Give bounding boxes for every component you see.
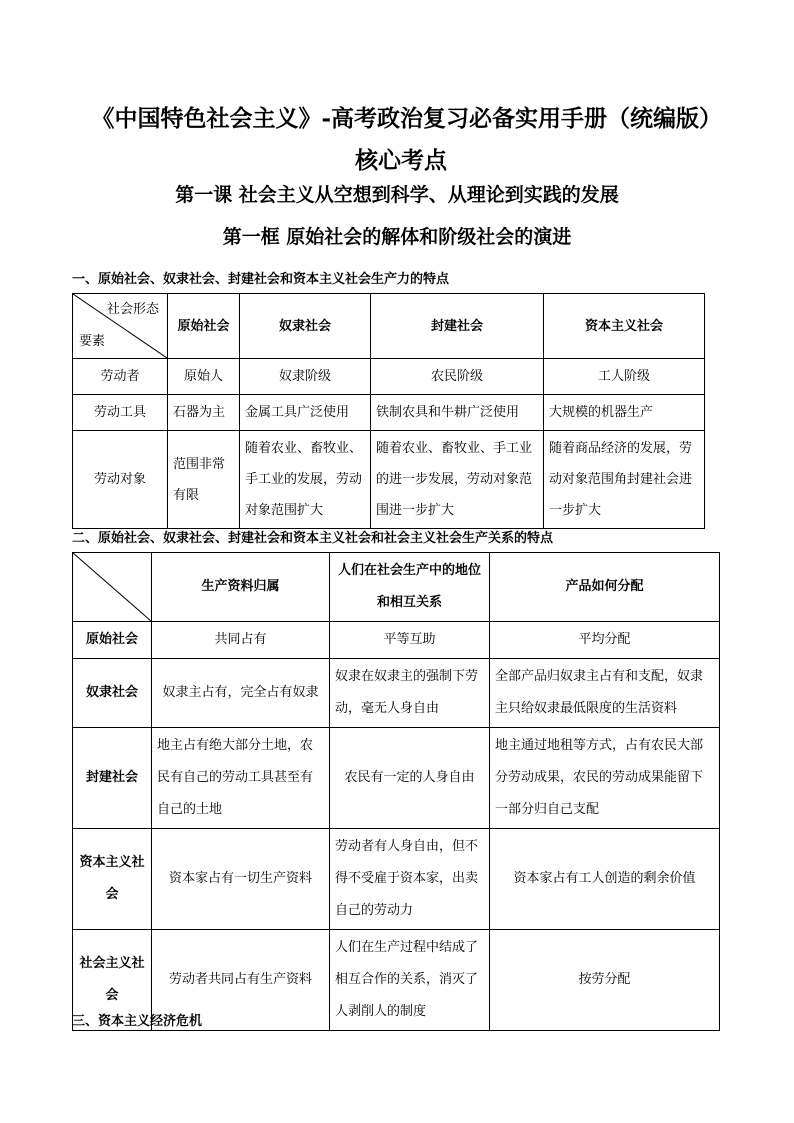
table-header-row (73, 294, 705, 359)
table-cell: 奴隶阶级 (240, 359, 371, 395)
row-label: 资本主义社会 (73, 829, 152, 930)
table-cell: 石器为主 (168, 395, 240, 431)
row-label: 封建社会 (73, 728, 152, 829)
column-header: 资本主义社会 (544, 294, 705, 359)
column-header: 生产资料归属 (152, 553, 330, 622)
table-row (73, 622, 720, 659)
table-cell: 资本家占有工人创造的剩余价值 (490, 829, 720, 930)
table-row (73, 728, 720, 829)
row-label: 社会主义社会 (73, 930, 152, 1031)
column-header: 原始社会 (168, 294, 240, 359)
table-cell: 铁制农具和牛耕广泛使用 (371, 395, 544, 431)
section2-heading: 二、原始社会、奴隶社会、封建社会和资本主义社会和社会主义社会生产关系的特点 (72, 531, 554, 546)
diagonal-line (73, 553, 151, 621)
row-label: 劳动工具 (73, 395, 168, 431)
table-cell: 地主通过地租等方式，占有农民大部分劳动成果，农民的劳动成果能留下一部分归自己支配 (490, 728, 720, 829)
section3-heading: 三、资本主义经济危机 (72, 1014, 203, 1029)
lesson-heading: 第一课 社会主义从空想到科学、从理论到实践的发展 (175, 184, 619, 206)
table-cell: 劳动者共同占有生产资料 (152, 930, 330, 1031)
row-label: 劳动对象 (73, 431, 168, 529)
table-cell: 随着农业、畜牧业、手工业的发展，劳动对象范围扩大 (240, 431, 371, 529)
table-cell: 按劳分配 (490, 930, 720, 1031)
corner-cell (73, 553, 152, 622)
frame-heading: 第一框 原始社会的解体和阶级社会的演进 (222, 226, 572, 248)
table-header-row (73, 553, 720, 622)
table-cell: 地主占有绝大部分土地，农民有自己的劳动工具甚至有自己的土地 (152, 728, 330, 829)
column-header: 产品如何分配 (490, 553, 720, 622)
corner-top-label: 社会形态 (106, 302, 159, 317)
productivity-table (72, 293, 705, 529)
table-row (73, 359, 705, 395)
table-cell: 随着农业、畜牧业、手工业的进一步发展，劳动对象范围进一步扩大 (371, 431, 544, 529)
table-row (73, 431, 705, 529)
table-cell: 金属工具广泛使用 (240, 395, 371, 431)
table-row (73, 829, 720, 930)
table-cell: 人们在生产过程中结成了相互合作的关系，消灭了人剥削人的制度 (330, 930, 490, 1031)
table-cell: 原始人 (168, 359, 240, 395)
table-cell: 平均分配 (490, 622, 720, 659)
column-header: 封建社会 (371, 294, 544, 359)
corner-cell (73, 294, 168, 359)
table-cell: 范围非常有限 (168, 431, 240, 529)
column-header: 奴隶社会 (240, 294, 371, 359)
table-cell: 平等互助 (330, 622, 490, 659)
row-label: 原始社会 (73, 622, 152, 659)
corner-bottom-label: 要素 (79, 334, 106, 349)
table-cell: 劳动者有人身自由，但不得不受雇于资本家，出卖自己的劳动力 (330, 829, 490, 930)
document-title: 《中国特色社会主义》-高考政治复习必备实用手册（统编版）核心考点 (91, 105, 711, 174)
table-cell: 随着商品经济的发展，劳动对象范围角封建社会进一步扩大 (544, 431, 705, 529)
column-header: 人们在社会生产中的地位和相互关系 (330, 553, 490, 622)
table-cell: 奴隶在奴隶主的强制下劳动，毫无人身自由 (330, 659, 490, 728)
row-label: 奴隶社会 (73, 659, 152, 728)
table-cell: 共同占有 (152, 622, 330, 659)
row-label: 劳动者 (73, 359, 168, 395)
table-cell: 工人阶级 (544, 359, 705, 395)
table-row (73, 395, 705, 431)
table-cell: 资本家占有一切生产资料 (152, 829, 330, 930)
relations-table (72, 552, 720, 1031)
table-row (73, 659, 720, 728)
table-cell: 农民有一定的人身自由 (330, 728, 490, 829)
table-cell: 大规模的机器生产 (544, 395, 705, 431)
section1-heading: 一、原始社会、奴隶社会、封建社会和资本主义社会生产力的特点 (72, 272, 450, 287)
table-cell: 奴隶主占有，完全占有奴隶 (152, 659, 330, 728)
table-cell: 全部产品归奴隶主占有和支配，奴隶主只给奴隶最低限度的生活资料 (490, 659, 720, 728)
table-cell: 农民阶级 (371, 359, 544, 395)
